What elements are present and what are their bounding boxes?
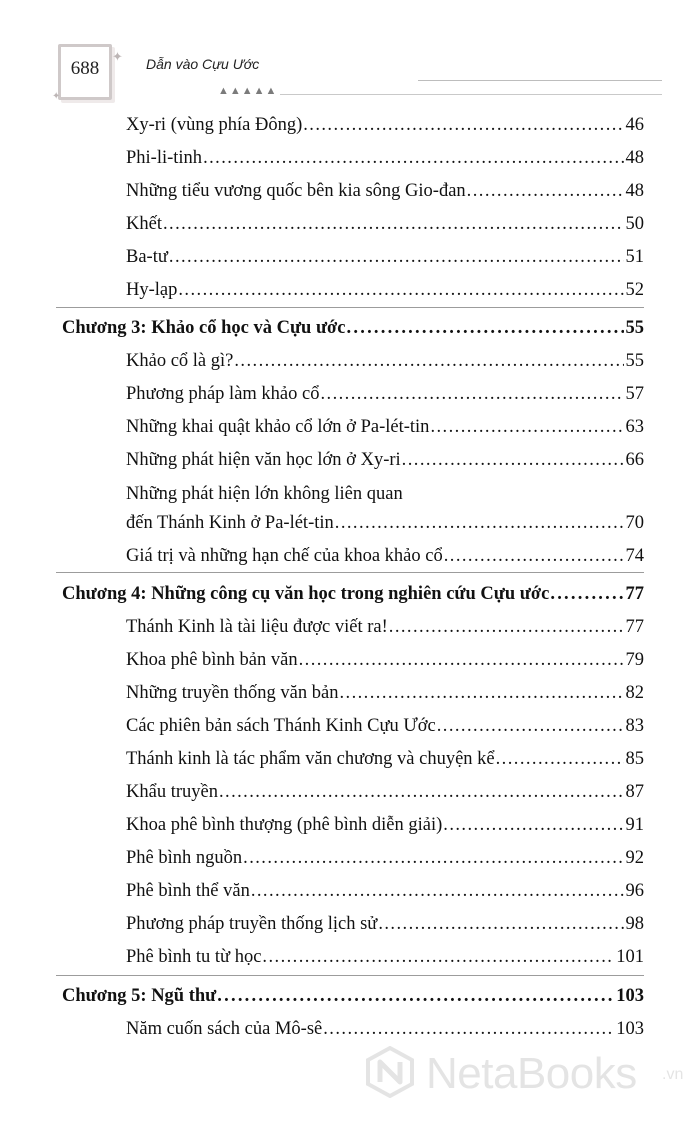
sparkle-icon: ✦ [52,91,61,102]
toc-entry-page: 57 [625,384,644,404]
toc-entry-page: 96 [625,881,644,901]
toc-entry-title: Những tiểu vương quốc bên kia sông Gio-đan [126,181,466,201]
toc-section-entry [126,647,644,673]
toc-entry-title: Khết [126,214,162,234]
sparkle-icon: ✦ [112,49,123,64]
toc-entry-page: 91 [625,815,644,835]
running-title: Dẫn vào Cựu Ước [146,56,260,72]
toc-section-entry [126,145,644,171]
dot-leader [430,414,623,440]
toc-chapter-entry [62,581,644,607]
toc-entry-page: 63 [625,417,644,437]
watermark-suffix: .vn [662,1066,684,1083]
dot-leader [323,1016,614,1042]
dot-leader [163,211,624,237]
toc-section-entry [126,211,644,237]
toc-section-entry [126,244,644,270]
chapter-divider [56,975,644,976]
dot-leader [217,983,614,1009]
toc-section-entry [126,944,644,970]
dot-leader [339,680,623,706]
toc-entry-title: Khoa phê bình bản văn [126,650,298,670]
toc-entry-page: 77 [625,584,644,604]
toc-entry-title: Phê bình thể văn [126,881,250,901]
toc-entry-title: đến Thánh Kinh ở Pa-lét-tin [126,513,334,533]
chapter-divider [56,572,644,573]
dot-leader [320,381,623,407]
toc-section-entry [126,746,644,772]
toc-entry-page: 48 [625,181,644,201]
dot-leader [299,647,624,673]
toc-section-entry [126,812,644,838]
header-rule [280,94,662,95]
dot-leader [347,315,624,341]
toc-entry-title: Giá trị và những hạn chế của khoa khảo cổ [126,546,443,566]
toc-section-entry [126,348,644,374]
toc-entry-page: 92 [625,848,644,868]
netabooks-logo-icon [364,1046,416,1098]
dot-leader [437,713,624,739]
triangle-ornament-icon: ▲▲▲▲▲ [218,85,278,97]
chapter-divider [56,307,644,308]
toc-entry-page: 77 [625,617,644,637]
toc-section-entry [126,878,644,904]
dot-leader [443,812,623,838]
toc-entry-title-line1: Những phát hiện lớn không liên quan [126,484,403,504]
toc-section-entry [126,713,644,739]
toc-entry-title: Các phiên bản sách Thánh Kinh Cựu Ước [126,716,436,736]
toc-section-entry [126,680,644,706]
toc-entry-page: 103 [616,986,644,1006]
dot-leader [496,746,624,772]
toc-entry-title: Những truyền thống văn bản [126,683,339,703]
toc-entry-title: Khoa phê bình thượng (phê bình diễn giải) [126,815,443,835]
toc-entry-page: 85 [625,749,644,769]
toc-chapter-entry [62,983,644,1009]
toc-section-entry [126,447,644,473]
dot-leader [550,581,623,607]
page-header [0,0,700,110]
toc-entry-page: 87 [625,782,644,802]
toc-entry-title: Năm cuốn sách của Mô-sê [126,1019,323,1039]
toc-section-entry [126,381,644,407]
toc-entry-page: 55 [625,351,644,371]
page-number: 688 [70,58,100,79]
watermark-brand: NetaBooks [426,1049,637,1098]
toc-entry-title: Ba-tư [126,247,168,267]
toc-chapter-entry [62,315,644,341]
toc-entry-page: 46 [625,115,644,135]
toc-entry-title: Những khai quật khảo cổ lớn ở Pa-lét-tin [126,417,430,437]
toc-entry-page: 70 [625,513,644,533]
toc-entry-title: Chương 3: Khảo cổ học và Cựu ước [62,318,346,338]
toc-entry-page: 51 [625,247,644,267]
toc-entry-page: 83 [625,716,644,736]
toc-section-entry [126,1016,644,1042]
toc-entry-page: 79 [625,650,644,670]
dot-leader [203,145,623,171]
toc-section-entry [126,779,644,805]
watermark [364,1040,694,1110]
toc-entry-page: 66 [625,450,644,470]
toc-entry-title: Thánh Kinh là tài liệu được viết ra! [126,617,388,637]
dot-leader [378,911,623,937]
toc-entry-page: 50 [625,214,644,234]
toc-entry-title: Phi-li-tinh [126,148,203,168]
toc-section-entry [126,911,644,937]
toc-entry-title: Phương pháp làm khảo cổ [126,384,320,404]
toc-section-entry [126,543,644,569]
toc-section-entry [126,277,644,303]
toc-entry-title: Khảo cổ là gì? [126,351,234,371]
dot-leader [219,779,624,805]
toc-entry-page: 48 [625,148,644,168]
dot-leader [234,348,623,374]
toc-section-entry [126,178,644,204]
dot-leader [303,112,623,138]
toc-entry-title: Xy-ri (vùng phía Đông) [126,115,303,135]
toc-entry-title: Hy-lạp [126,280,178,300]
toc-entry-title: Những phát hiện văn học lớn ở Xy-ri [126,450,401,470]
toc-entry-title: Khẩu truyền [126,782,218,802]
toc-entry-title: Thánh kinh là tác phẩm văn chương và chuyện kể [126,749,495,769]
toc-section-entry [126,112,644,138]
dot-leader [467,178,624,204]
toc-entry-page: 101 [616,947,644,967]
dot-leader [444,543,624,569]
toc-entry-page: 55 [625,318,644,338]
toc-entry-page: 103 [616,1019,644,1039]
dot-leader [335,510,624,536]
toc-entry-page: 74 [625,546,644,566]
toc-entry-title: Phương pháp truyền thống lịch sử [126,914,378,934]
toc-section-entry [126,510,644,536]
toc-entry-title: Phê bình nguồn [126,848,243,868]
toc-entry-title: Phê bình tu từ học [126,947,262,967]
toc-section-entry [126,614,644,640]
dot-leader [169,244,624,270]
toc-entry-page: 98 [625,914,644,934]
toc-section-entry [126,845,644,871]
dot-leader [389,614,624,640]
header-rule [418,80,662,81]
toc-entry-page: 82 [625,683,644,703]
toc-entry-title: Chương 5: Ngũ thư [62,986,217,1006]
dot-leader [402,447,624,473]
dot-leader [178,277,623,303]
toc-entry-title: Chương 4: Những công cụ văn học trong nghiên cứu Cựu ước [62,584,550,604]
toc-entry-page: 52 [625,280,644,300]
dot-leader [243,845,623,871]
dot-leader [262,944,614,970]
toc-section-entry [126,414,644,440]
dot-leader [251,878,624,904]
